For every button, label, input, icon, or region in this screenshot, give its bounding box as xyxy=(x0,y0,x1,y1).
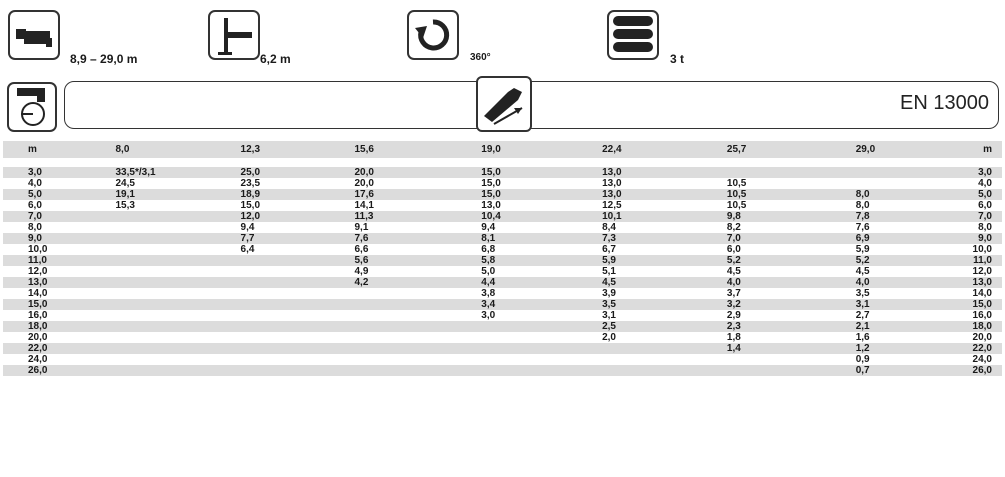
load-cell xyxy=(345,343,472,354)
radius-cell: 8,0 xyxy=(978,222,992,233)
radius-cell: 16,0 xyxy=(972,310,992,321)
radius-cell: 16,0 xyxy=(28,310,48,321)
load-cell: 6,7 xyxy=(602,244,616,255)
jib-offset-value: 6,2 m xyxy=(260,52,291,66)
load-cell xyxy=(233,288,345,299)
load-cell xyxy=(233,266,345,277)
load-cell xyxy=(844,167,973,178)
load-cell: 5,0 xyxy=(481,266,496,277)
radius-header: m xyxy=(3,141,88,158)
table-row xyxy=(3,266,1002,277)
load-cell: 1,8 xyxy=(726,332,741,343)
boom-length-header: 12,3 xyxy=(233,141,345,158)
load-cell: 13,0 xyxy=(602,178,622,189)
load-cell: 15,0 xyxy=(471,189,598,200)
radius-cell: 11,0 xyxy=(3,255,88,266)
table-row xyxy=(3,178,1002,189)
radius-header: m xyxy=(973,141,1002,158)
radius-cell: 5,0 xyxy=(973,189,1002,200)
load-cell: 3,8 xyxy=(481,288,496,299)
load-cell: 1,4 xyxy=(719,343,844,354)
load-cell xyxy=(88,299,233,310)
table-row xyxy=(3,299,1002,310)
load-cell: 20,0 xyxy=(345,167,472,178)
load-cell xyxy=(345,288,472,299)
load-cell: 4,5 xyxy=(726,266,741,277)
load-cell: 9,8 xyxy=(719,211,844,222)
load-cell: 5,2 xyxy=(844,255,973,266)
load-cell xyxy=(345,365,472,376)
load-cell: 17,6 xyxy=(345,189,472,200)
load-cell: 3,1 xyxy=(602,310,616,321)
load-cell: 24,5 xyxy=(115,178,135,189)
load-cell xyxy=(719,365,844,376)
load-cell: 15,0 xyxy=(471,167,598,178)
load-cell xyxy=(471,321,598,332)
load-cell: 7,6 xyxy=(855,222,870,233)
radius-cell: 13,0 xyxy=(973,277,1002,288)
load-cell: 6,0 xyxy=(726,244,741,255)
radius-cell: 20,0 xyxy=(972,332,992,343)
boom-length-value: 8,9 – 29,0 m xyxy=(70,52,138,66)
radius-cell: 8,0 xyxy=(28,222,42,233)
radius-cell: 9,0 xyxy=(973,233,1002,244)
load-cell: 15,0 xyxy=(481,178,501,189)
table-row xyxy=(3,321,1002,332)
load-cell xyxy=(471,354,598,365)
radius-cell: 12,0 xyxy=(28,266,48,277)
load-cell: 5,1 xyxy=(602,266,616,277)
table-row xyxy=(3,222,1002,233)
load-cell: 20,0 xyxy=(354,178,374,189)
load-cell xyxy=(233,255,345,266)
load-cell: 12,5 xyxy=(602,200,622,211)
load-cell: 4,2 xyxy=(345,277,472,288)
radius-cell: 11,0 xyxy=(973,255,1002,266)
load-cell: 6,8 xyxy=(481,244,496,255)
table-row xyxy=(3,233,1002,244)
slew-value: 360° xyxy=(470,52,491,63)
table-row xyxy=(3,332,1002,343)
load-cell xyxy=(88,321,233,332)
table-row xyxy=(3,189,1002,200)
load-cell: 2,9 xyxy=(726,310,741,321)
load-cell: 8,2 xyxy=(726,222,741,233)
table-row xyxy=(3,211,1002,222)
load-cell: 8,4 xyxy=(602,222,616,233)
load-cell: 3,5 xyxy=(855,288,870,299)
load-cell xyxy=(345,354,472,365)
radius-cell: 24,0 xyxy=(972,354,992,365)
radius-cell: 26,0 xyxy=(3,365,88,376)
load-cell: 2,3 xyxy=(719,321,844,332)
load-cell: 12,0 xyxy=(233,211,345,222)
load-cell: 6,9 xyxy=(844,233,973,244)
load-cell xyxy=(233,310,345,321)
load-cell: 13,0 xyxy=(481,200,501,211)
table-row xyxy=(3,354,1002,365)
load-cell: 25,0 xyxy=(233,167,345,178)
load-cell: 15,0 xyxy=(240,200,261,211)
load-cell: 11,3 xyxy=(345,211,472,222)
load-cell: 5,9 xyxy=(598,255,719,266)
load-cell xyxy=(345,332,472,343)
load-cell xyxy=(233,277,345,288)
load-cell xyxy=(233,299,345,310)
load-cell xyxy=(471,332,598,343)
load-cell xyxy=(598,343,719,354)
radius-cell: 12,0 xyxy=(972,266,992,277)
load-cell: 6,4 xyxy=(240,244,255,255)
table-row xyxy=(3,343,1002,354)
table-row xyxy=(3,310,1002,321)
boom-length-header: 15,6 xyxy=(345,141,472,158)
radius-cell: 22,0 xyxy=(3,343,88,354)
load-cell xyxy=(88,354,233,365)
load-cell xyxy=(598,365,719,376)
radius-cell: 4,0 xyxy=(978,178,992,189)
table-spacer xyxy=(3,158,1002,167)
load-cell xyxy=(88,332,233,343)
radius-cell: 18,0 xyxy=(3,321,88,332)
boom-extension-icon xyxy=(476,76,532,132)
radius-cell: 24,0 xyxy=(28,354,48,365)
load-cell xyxy=(88,222,233,233)
radius-cell: 13,0 xyxy=(3,277,88,288)
boom-length-header: 8,0 xyxy=(88,141,233,158)
load-cell xyxy=(88,244,233,255)
load-cell: 1,2 xyxy=(844,343,973,354)
radius-cell: 7,0 xyxy=(973,211,1002,222)
load-cell: 3,2 xyxy=(719,299,844,310)
load-cell: 4,0 xyxy=(719,277,844,288)
load-cell: 7,8 xyxy=(844,211,973,222)
table-row xyxy=(3,255,1002,266)
load-cell: 4,5 xyxy=(598,277,719,288)
load-cell xyxy=(598,354,719,365)
radius-cell: 18,0 xyxy=(973,321,1002,332)
radius-cell: 20,0 xyxy=(28,332,48,343)
load-cell xyxy=(233,354,345,365)
load-cell: 10,4 xyxy=(471,211,598,222)
load-cell: 13,0 xyxy=(598,189,719,200)
radius-cell: 22,0 xyxy=(973,343,1002,354)
table-header-row xyxy=(3,141,1002,158)
load-cell: 3,9 xyxy=(602,288,616,299)
load-cell xyxy=(88,277,233,288)
load-cell xyxy=(88,255,233,266)
radius-cell: 4,0 xyxy=(28,178,42,189)
counterweight-value: 3 t xyxy=(670,52,685,66)
radius-cell: 26,0 xyxy=(973,365,1002,376)
load-cell: 0,7 xyxy=(844,365,973,376)
load-cell: 7,7 xyxy=(233,233,345,244)
load-cell: 5,8 xyxy=(471,255,598,266)
table-row xyxy=(3,200,1002,211)
radius-cell: 14,0 xyxy=(28,288,48,299)
load-cell xyxy=(233,343,345,354)
boom-length-header: 29,0 xyxy=(844,141,973,158)
radius-cell: 15,0 xyxy=(3,299,88,310)
boom-length-header: 19,0 xyxy=(471,141,598,158)
load-cell: 10,5 xyxy=(719,189,844,200)
load-cell: 5,2 xyxy=(719,255,844,266)
load-cell xyxy=(233,365,345,376)
load-cell: 3,0 xyxy=(481,310,496,321)
load-cell: 15,3 xyxy=(115,200,135,211)
load-cell xyxy=(88,288,233,299)
load-cell: 3,4 xyxy=(471,299,598,310)
load-cell xyxy=(844,178,973,189)
standard-label: EN 13000 xyxy=(900,92,989,114)
load-cell: 2,0 xyxy=(602,332,616,343)
radius-cell: 15,0 xyxy=(973,299,1002,310)
load-cell xyxy=(88,365,233,376)
radius-cell: 6,0 xyxy=(28,200,42,211)
load-cell: 3,1 xyxy=(844,299,973,310)
boom-length-header: 25,7 xyxy=(719,141,844,158)
load-cell: 2,7 xyxy=(855,310,870,321)
load-cell xyxy=(345,321,472,332)
radius-cell: 3,0 xyxy=(973,167,1002,178)
load-cell: 18,9 xyxy=(233,189,345,200)
radius-cell: 14,0 xyxy=(972,288,992,299)
table-row xyxy=(3,167,1002,178)
load-cell: 10,1 xyxy=(598,211,719,222)
load-cell xyxy=(88,343,233,354)
radius-cell: 7,0 xyxy=(3,211,88,222)
load-cell: 7,3 xyxy=(598,233,719,244)
load-cell xyxy=(88,266,233,277)
load-cell xyxy=(719,354,844,365)
load-cell: 2,5 xyxy=(598,321,719,332)
radius-cell: 9,0 xyxy=(3,233,88,244)
load-cell: 8,0 xyxy=(844,189,973,200)
load-cell: 1,6 xyxy=(855,332,870,343)
load-cell: 7,6 xyxy=(345,233,472,244)
load-cell: 6,6 xyxy=(354,244,369,255)
radius-cell: 10,0 xyxy=(28,244,48,255)
radius-cell: 6,0 xyxy=(978,200,992,211)
load-cell xyxy=(88,233,233,244)
load-cell xyxy=(88,211,233,222)
load-cell xyxy=(233,332,345,343)
radius-cell: 10,0 xyxy=(972,244,992,255)
load-cell: 33,5*/3,1 xyxy=(88,167,233,178)
load-cell: 2,1 xyxy=(844,321,973,332)
load-cell: 3,5 xyxy=(598,299,719,310)
load-cell: 13,0 xyxy=(598,167,719,178)
load-cell: 7,0 xyxy=(719,233,844,244)
load-cell xyxy=(471,343,598,354)
load-cell: 5,9 xyxy=(855,244,870,255)
counterweight-icon xyxy=(607,10,659,60)
radius-cell: 5,0 xyxy=(3,189,88,200)
load-cell: 5,6 xyxy=(345,255,472,266)
load-cell: 9,4 xyxy=(481,222,496,233)
load-cell: 0,9 xyxy=(855,354,870,365)
load-cell: 4,0 xyxy=(844,277,973,288)
table-row xyxy=(3,288,1002,299)
load-chart-table xyxy=(3,141,1002,376)
load-cell: 14,1 xyxy=(354,200,374,211)
rotation-icon xyxy=(407,10,459,60)
load-cell: 4,5 xyxy=(855,266,870,277)
load-cell: 10,5 xyxy=(726,178,747,189)
load-cell: 10,5 xyxy=(726,200,747,211)
load-cell: 9,4 xyxy=(240,222,255,233)
load-cell: 4,4 xyxy=(471,277,598,288)
load-cell xyxy=(233,321,345,332)
table-row xyxy=(3,365,1002,376)
load-cell: 8,0 xyxy=(855,200,870,211)
load-cell xyxy=(345,310,472,321)
load-cell: 19,1 xyxy=(88,189,233,200)
radius-cell: 3,0 xyxy=(3,167,88,178)
load-cell: 23,5 xyxy=(240,178,261,189)
load-cell xyxy=(471,365,598,376)
load-cell: 3,7 xyxy=(726,288,741,299)
load-cell xyxy=(719,167,844,178)
table-row xyxy=(3,244,1002,255)
load-cell: 4,9 xyxy=(354,266,369,277)
jib-offset-icon xyxy=(208,10,260,60)
load-cell: 9,1 xyxy=(354,222,369,233)
load-cell xyxy=(88,310,233,321)
load-cell: 8,1 xyxy=(471,233,598,244)
boom-length-icon xyxy=(8,10,60,60)
crane-on-outrigger-icon xyxy=(7,82,57,132)
load-cell xyxy=(345,299,472,310)
table-row xyxy=(3,277,1002,288)
boom-length-header: 22,4 xyxy=(598,141,719,158)
